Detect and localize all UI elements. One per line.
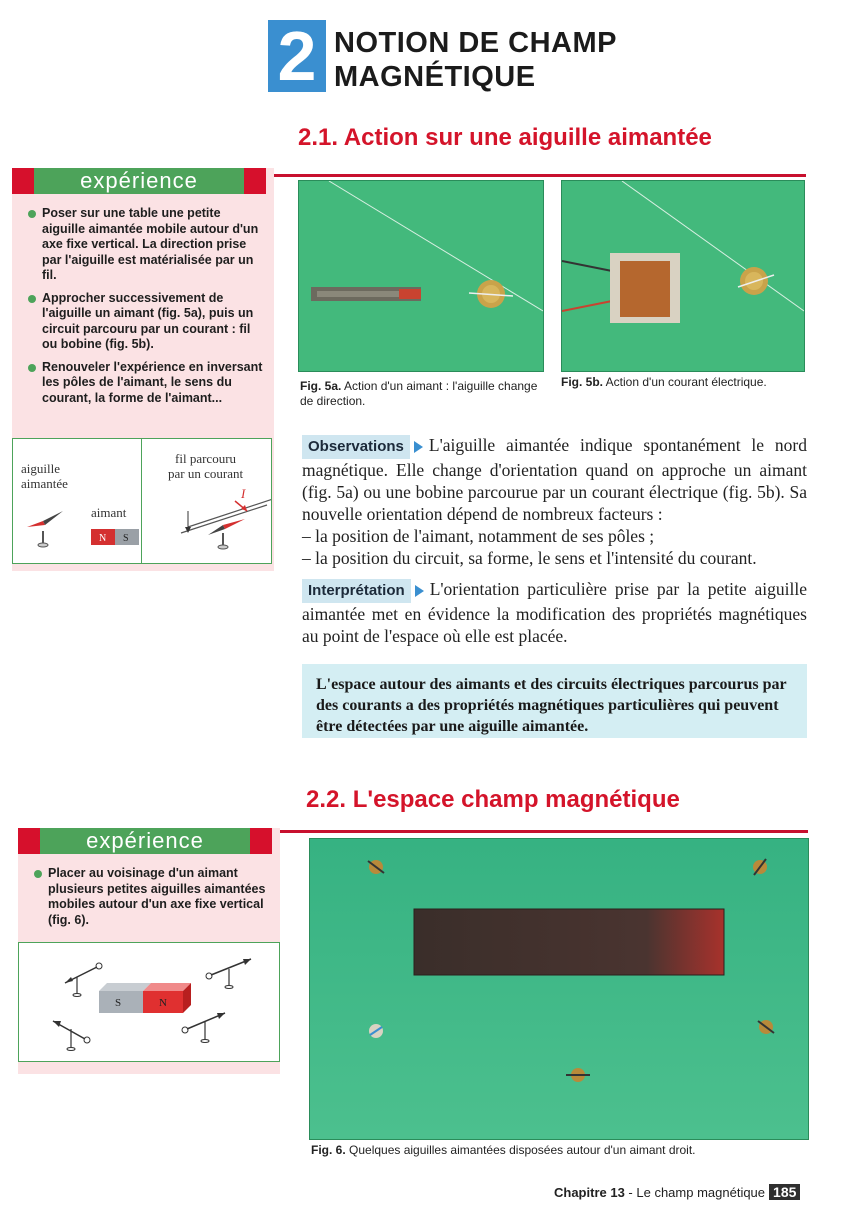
experience-panel-2 xyxy=(18,828,280,1074)
photo-fig6-illustration xyxy=(310,839,808,1139)
experience-panel-1 xyxy=(12,168,274,571)
caption-fig5b-label: Fig. 5b. xyxy=(561,375,603,389)
section-rule xyxy=(276,830,808,833)
chapter-title-line2: MAGNÉTIQUE xyxy=(334,61,536,93)
experience-header-cap-left xyxy=(12,168,34,194)
experience-item: Approcher successivement de l'aiguille un aimant (fig. 5a), puis un circuit parcouru par un courant : fil ou bobine (fig. 5b). xyxy=(26,291,266,353)
experience-header: expérience xyxy=(34,168,244,194)
section-title-2-2: 2.2. L'espace champ magnétique xyxy=(306,786,680,813)
experience-item: Placer au voisinage d'un aimant plusieurs petites aiguilles aimantées mobiles autour d'un axe fixe vertical (fig. 6). xyxy=(32,866,272,928)
section-title-2-1: 2.1. Action sur une aiguille aimantée xyxy=(298,124,712,151)
needle-icon xyxy=(65,963,102,997)
page-footer xyxy=(554,1184,800,1200)
observations-item: – la position du circuit, sa forme, le sens et l'intensité du courant. xyxy=(302,548,757,568)
needle-icon xyxy=(182,1013,225,1043)
interpretation-text: L'orientation particulière prise par la petite aiguille aimantée met en évidence la modification des propriétés magnétiques au point de l'espace où elle est placée. xyxy=(302,579,807,646)
label-needle: aiguille aimantée xyxy=(21,461,68,491)
diagram-illustration-2 xyxy=(19,943,279,1061)
page-number: 185 xyxy=(769,1184,800,1200)
experience-header: expérience xyxy=(40,828,250,854)
pole-s-label: S xyxy=(123,533,129,544)
needle-icon xyxy=(206,959,251,989)
observations-text: L'aiguille aimantée indique spontanément le nord magnétique. Elle change d'orientation quand on approche un aimant (fig. 5a) ou une bobine parcourue par un courant électrique (fig. 5b). Sa nouvelle orientation dépend de nombreux facteurs : xyxy=(302,435,807,524)
label-wire: fil parcouru par un courant xyxy=(168,451,244,481)
pole-s-label: S xyxy=(115,997,122,1009)
conclusion-box: L'espace autour des aimants et des circuits électriques parcourus par des courants a des propriétés magnétiques particulières qui peuvent être détectées par une aiguille aimantée. xyxy=(302,664,807,738)
footer-chapter: Chapitre 13 xyxy=(554,1185,625,1200)
experience-item: Poser sur une table une petite aiguille aimantée mobile autour d'un axe fixe vertical. La direction prise par l'aiguille est matérialisée par un fil. xyxy=(26,206,266,284)
needle-icon xyxy=(208,519,245,549)
current-symbol: I xyxy=(241,486,246,501)
caption-fig5b xyxy=(561,375,803,390)
photo-fig5b-illustration xyxy=(562,181,804,371)
photo-fig5a xyxy=(298,180,544,372)
needle-icon xyxy=(27,511,63,547)
experience-list xyxy=(32,866,272,935)
photo-fig5b xyxy=(561,180,805,372)
experience-diagram-1 xyxy=(12,438,272,564)
triangle-arrow-icon xyxy=(415,585,424,597)
chapter-title-line1: NOTION DE CHAMP xyxy=(334,27,617,59)
caption-fig6 xyxy=(311,1143,809,1158)
label-magnet: aimant xyxy=(91,505,127,520)
section-rule xyxy=(266,174,806,177)
triangle-arrow-icon xyxy=(414,441,423,453)
pole-n-label: N xyxy=(159,997,167,1009)
caption-fig6-text: Quelques aiguilles aimantées disposées autour d'un aimant droit. xyxy=(349,1143,696,1157)
experience-header-cap-left xyxy=(18,828,40,854)
chapter-number: 2 xyxy=(268,20,326,92)
footer-separator: - xyxy=(624,1185,637,1200)
interpretation-tag: Interprétation xyxy=(302,579,411,603)
interpretation-block xyxy=(302,578,807,647)
experience-item: Renouveler l'expérience en inversant les pôles de l'aimant, le sens du courant, la forme de l'aimant... xyxy=(26,360,266,407)
caption-fig5a xyxy=(300,379,544,409)
magnet-icon xyxy=(99,983,191,1013)
caption-fig5a-label: Fig. 5a. xyxy=(300,379,342,393)
experience-list xyxy=(26,206,266,413)
caption-fig5b-text: Action d'un courant électrique. xyxy=(605,375,767,389)
observations-tag: Observations xyxy=(302,435,410,459)
observations-block xyxy=(302,434,807,569)
caption-fig5a-text: Action d'un aimant : l'aiguille change de direction. xyxy=(300,379,538,408)
observations-item: – la position de l'aimant, notamment de ses pôles ; xyxy=(302,526,655,546)
photo-fig5a-illustration xyxy=(299,181,543,371)
experience-diagram-2 xyxy=(18,942,280,1062)
pole-n-label: N xyxy=(99,533,107,544)
chapter-title xyxy=(334,26,617,94)
caption-fig6-label: Fig. 6. xyxy=(311,1143,346,1157)
experience-header-cap-right xyxy=(244,168,266,194)
photo-fig6 xyxy=(309,838,809,1140)
needle-icon xyxy=(53,1021,90,1051)
compass-needle-icon xyxy=(369,1024,383,1038)
footer-title: Le champ magnétique xyxy=(636,1185,766,1200)
experience-header-cap-right xyxy=(250,828,272,854)
